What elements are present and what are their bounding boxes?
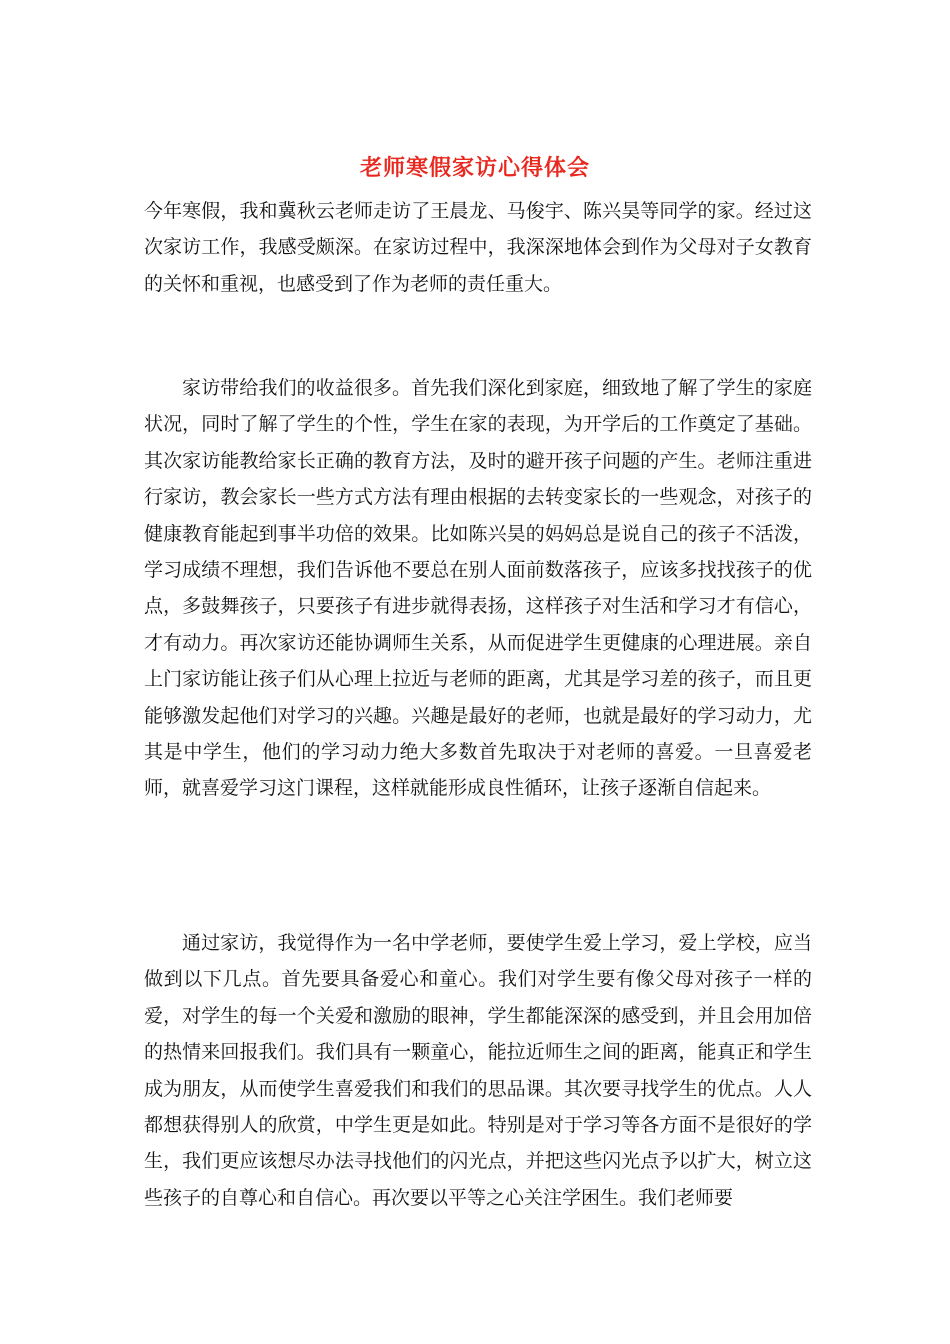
paragraph-intro: 今年寒假，我和冀秋云老师走访了王晨龙、马俊宇、陈兴昊等同学的家。经过这次家访工作，我感受颇深。在家访过程中，我深深地体会到作为父母对子女教育的关怀和重视，也感受到了作为老师的责任重大。 — [144, 200, 812, 295]
paragraph-benefits: 家访带给我们的收益很多。首先我们深化到家庭，细致地了解了学生的家庭状况，同时了解了学生的个性，学生在家的表现，为开学后的工作奠定了基础。其次家访能教给家长正确的教育方法，及时的避开孩子问题的产生。老师注重进行家访，教会家长一些方式方法有理由根据的去转变家长的一些观念，对孩子的健康教育能起到事半功倍的效果。比如陈兴昊的妈妈总是说自己的孩子不活泼，学习成绩不理想，我们告诉他不要总在别人面前数落孩子，应该多找找孩子的优点，多鼓舞孩子，只要孩子有进步就得表扬，这样孩子对生活和学习才有信心，才有动力。再次家访还能协调师生关系，从而促进学生更健康的心理进展。亲自上门家访能让孩子们从心理上拉近与老师的距离，尤其是学习差的孩子，而且更能够激发起他们对学习的兴趣。兴趣是最好的老师，也就是最好的学习动力，尤其是中学生，他们的学习动力绝大多数首先取决于对老师的喜爱。一旦喜爱老师，就喜爱学习这门课程，这样就能形成良性循环，让孩子逐渐自信起来。 — [144, 377, 812, 800]
paragraph-reflections: 通过家访，我觉得作为一名中学老师，要使学生爱上学习，爱上学校，应当做到以下几点。首先要具备爱心和童心。我们对学生要有像父母对孩子一样的爱，对学生的每一个关爱和激励的眼神，学生都能深深的感受到，并且会用加倍的热情来回报我们。我们具有一颗童心，能拉近师生之间的距离，能真正和学生成为朋友，从而使学生喜爱我们和我们的思品课。其次要寻找学生的优点。人人都想获得别人的欣赏，中学生更是如此。特别是对于学习等各方面不是很好的学生，我们更应该想尽办法寻找他们的闪光点，并把这些闪光点予以扩大，树立这些孩子的自尊心和自信心。再次要以平等之心关注学困生。我们老师要 — [144, 932, 812, 1209]
document-title: 老师寒假家访心得体会 — [359, 155, 590, 181]
